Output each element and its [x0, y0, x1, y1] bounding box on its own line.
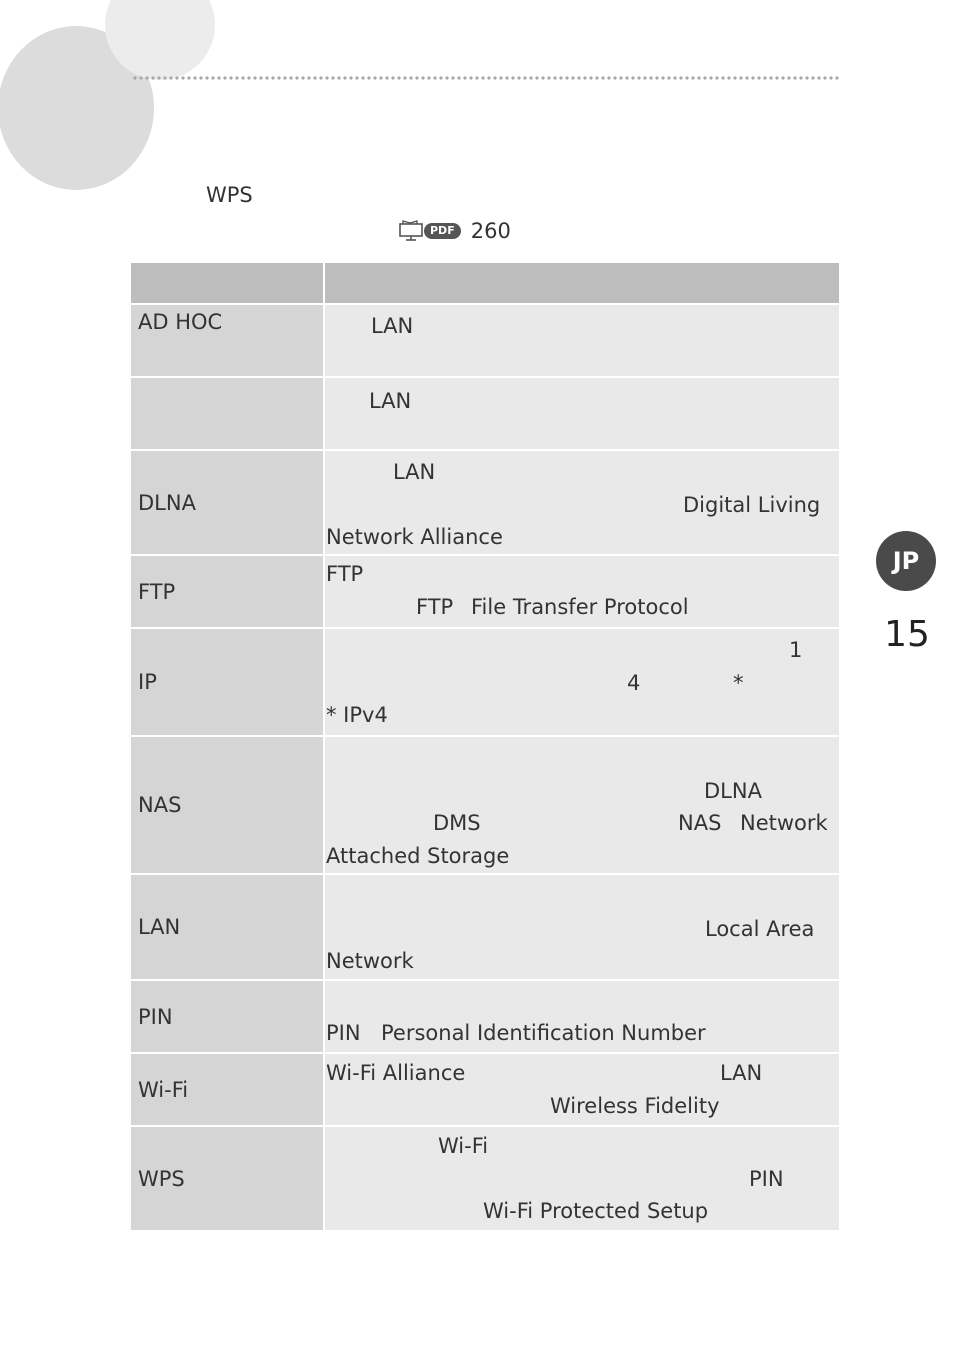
definition-line	[326, 521, 833, 554]
term-cell	[131, 556, 325, 627]
definition-token: 1	[789, 638, 803, 662]
definition-token: LAN	[371, 314, 414, 338]
definition-line	[331, 1163, 833, 1196]
book-monitor-icon	[398, 220, 426, 242]
term-cell	[131, 1127, 325, 1230]
term-cell	[131, 981, 325, 1052]
term-wi-fi: Wi-Fi	[138, 1077, 189, 1102]
definition-line	[331, 667, 833, 700]
definition-token: DMS	[433, 811, 481, 835]
definition-line	[331, 742, 833, 775]
definition-token: Personal Identification Number	[381, 1020, 706, 1045]
definition-line	[331, 591, 833, 624]
term-cell	[131, 737, 325, 873]
definition-line	[331, 385, 833, 418]
definition-line	[331, 913, 833, 946]
definition-token: File Transfer Protocol	[471, 594, 689, 619]
definition-token: Network	[326, 949, 414, 973]
definition-cell	[325, 1054, 839, 1125]
term-ad-hoc: AD HOC	[138, 310, 223, 334]
definition-token: Wireless Fidelity	[550, 1093, 720, 1118]
term-cell	[131, 451, 325, 554]
definition-line	[331, 634, 833, 667]
definition-cell	[325, 737, 839, 873]
table-row	[131, 981, 839, 1054]
term-cell	[131, 875, 325, 979]
intro-line-2	[398, 219, 511, 243]
definition-line	[331, 984, 833, 1017]
definition-line	[326, 699, 833, 732]
term-cell	[131, 1054, 325, 1125]
definition-cell	[325, 305, 839, 376]
pdf-reference-icon	[398, 220, 461, 242]
definition-line	[326, 840, 833, 873]
intro-wps-text: WPS	[206, 183, 253, 207]
definition-line	[326, 945, 833, 978]
definition-line	[326, 1057, 833, 1090]
intro-page-reference: 260	[470, 219, 511, 243]
definition-token: Attached Storage	[326, 843, 510, 868]
definition-token: Digital Living	[683, 492, 821, 517]
glossary-table	[131, 263, 839, 1230]
table-row	[131, 305, 839, 378]
term-ip: IP	[138, 670, 157, 694]
definition-token: LAN	[393, 460, 436, 484]
definition-line	[331, 456, 833, 489]
page-number: 15	[884, 614, 930, 655]
term-wps: WPS	[138, 1166, 185, 1191]
term-cell	[131, 305, 325, 376]
definition-token: PIN	[749, 1166, 784, 1191]
definition-token: Local Area	[705, 916, 815, 941]
definition-line	[331, 775, 833, 808]
term-pin: PIN	[138, 1004, 173, 1029]
term-dlna: DLNA	[138, 490, 196, 515]
table-row	[131, 875, 839, 981]
definition-token: Network Alliance	[326, 525, 503, 549]
table-row	[131, 1054, 839, 1127]
definition-token: FTP	[326, 562, 364, 586]
intro-line-1	[206, 183, 253, 207]
dotted-divider	[132, 76, 840, 80]
definition-line	[331, 807, 833, 840]
table-header-row	[131, 263, 839, 305]
definition-cell	[325, 378, 839, 449]
definition-cell	[325, 875, 839, 979]
definition-token: FTP	[416, 594, 454, 619]
table-row	[131, 629, 839, 737]
definition-token: Wi-Fi Protected Setup	[483, 1199, 709, 1223]
definition-cell	[325, 981, 839, 1052]
definition-token: PIN	[326, 1020, 361, 1045]
definition-line	[331, 1195, 833, 1228]
definition-cell	[325, 451, 839, 554]
table-row	[131, 451, 839, 556]
definition-line	[331, 1090, 833, 1123]
definition-token: LAN	[369, 389, 412, 413]
table-row	[131, 556, 839, 629]
definition-line	[331, 310, 833, 343]
definition-line	[331, 1130, 833, 1163]
definition-cell	[325, 1127, 839, 1230]
language-badge: JP	[876, 531, 936, 591]
term-nas: NAS	[138, 793, 182, 817]
definition-token: 4	[627, 670, 641, 695]
definition-line	[331, 880, 833, 913]
term-lan: LAN	[138, 915, 181, 939]
pdf-badge: PDF	[424, 223, 461, 239]
term-cell	[131, 629, 325, 735]
definition-line	[326, 1017, 833, 1050]
definition-cell	[325, 556, 839, 627]
definition-token: Wi-Fi	[438, 1134, 489, 1158]
definition-token: NAS	[678, 811, 722, 835]
definition-token: Wi-Fi Alliance	[326, 1061, 466, 1085]
table-row	[131, 737, 839, 875]
definition-token: DLNA	[704, 778, 762, 803]
term-ftp: FTP	[138, 579, 176, 604]
table-row	[131, 1127, 839, 1230]
definition-cell	[325, 629, 839, 735]
header-definition-cell	[325, 263, 839, 303]
definition-line	[331, 489, 833, 522]
header-term-cell	[131, 263, 325, 303]
definition-token: Network	[740, 811, 828, 835]
definition-token: LAN	[720, 1061, 763, 1085]
definition-line	[326, 558, 833, 591]
table-row	[131, 378, 839, 451]
definition-token: * IPv4	[326, 703, 388, 727]
term-cell	[131, 378, 325, 449]
definition-token: *	[733, 670, 744, 695]
